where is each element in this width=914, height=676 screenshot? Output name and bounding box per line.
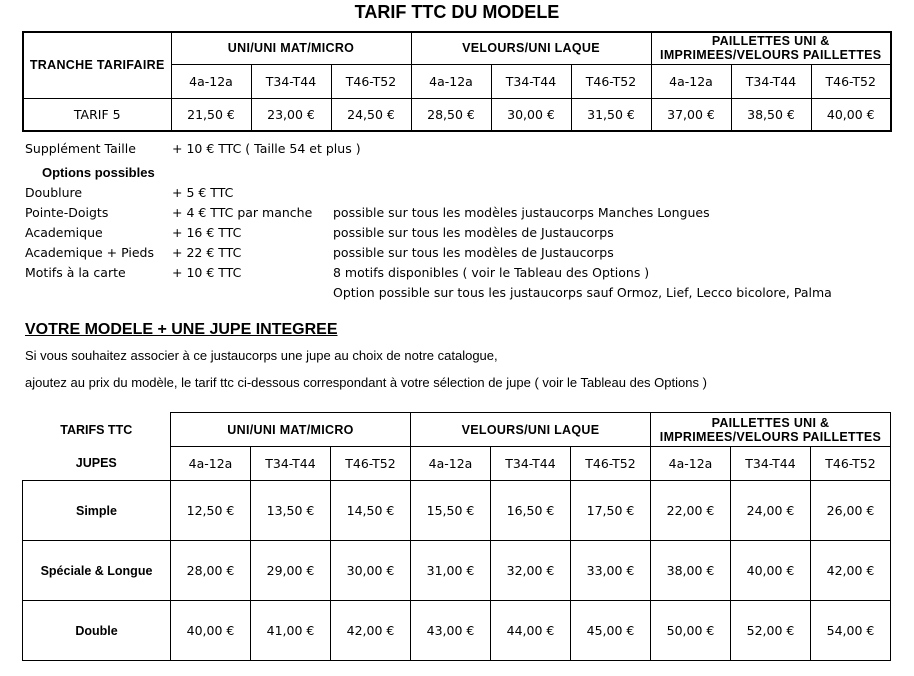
price-cell: 30,00 € — [331, 541, 411, 601]
jupes-header: JUPES — [75, 456, 117, 471]
price-cell: 31,50 € — [571, 98, 651, 131]
price-cell: 50,00 € — [651, 601, 731, 661]
tranche-tarifaire-header: TRANCHE TARIFAIRE — [23, 32, 171, 98]
option-label: Academique — [25, 225, 103, 240]
row-label: Simple — [23, 481, 171, 541]
price-cell: 37,00 € — [651, 98, 731, 131]
table-row — [23, 98, 891, 131]
price-cell: 38,00 € — [651, 541, 731, 601]
option-note: possible sur tous les modèles de Justaucorps — [333, 245, 614, 260]
supplement-value: + 10 € TTC ( Taille 54 et plus ) — [172, 141, 361, 156]
section-text: ajoutez au prix du modèle, le tarif ttc ci-dessous correspondant à votre sélection de jupe ( voir le Tableau des Options ) — [25, 375, 707, 390]
price-cell: 30,00 € — [491, 98, 571, 131]
price-cell: 17,50 € — [571, 481, 651, 541]
row-label: TARIF 5 — [23, 98, 171, 131]
price-cell: 28,00 € — [171, 541, 251, 601]
option-price: + 10 € TTC — [172, 265, 242, 280]
price-cell: 52,00 € — [731, 601, 811, 661]
price-cell: 14,50 € — [331, 481, 411, 541]
price-cell: 15,50 € — [411, 481, 491, 541]
table-row — [23, 541, 891, 601]
size-header: 4a-12a — [411, 447, 491, 481]
size-header: T46-T52 — [811, 447, 891, 481]
price-cell: 22,00 € — [651, 481, 731, 541]
size-header: 4a-12a — [171, 447, 251, 481]
option-note: 8 motifs disponibles ( voir le Tableau des Options ) — [333, 265, 650, 280]
price-cell: 42,00 € — [811, 541, 891, 601]
price-cell: 28,50 € — [411, 98, 491, 131]
option-extra-note: Option possible sur tous les justaucorps sauf Ormoz, Lief, Lecco bicolore, Palma — [333, 285, 832, 300]
price-cell: 42,00 € — [331, 601, 411, 661]
size-header: T34-T44 — [251, 447, 331, 481]
price-cell: 32,00 € — [491, 541, 571, 601]
option-label: Motifs à la carte — [25, 265, 126, 280]
size-header: 4a-12a — [651, 447, 731, 481]
option-label: Doublure — [25, 185, 83, 200]
size-header: T46-T52 — [811, 64, 891, 98]
group-header: PAILLETTES UNI & IMPRIMEES/VELOURS PAILLETTES — [651, 413, 891, 447]
table-row — [23, 481, 891, 541]
price-cell: 12,50 € — [171, 481, 251, 541]
price-cell: 21,50 € — [171, 98, 251, 131]
option-price: + 22 € TTC — [172, 245, 242, 260]
group-header: VELOURS/UNI LAQUE — [411, 413, 651, 447]
table-row — [23, 601, 891, 661]
price-cell: 31,00 € — [411, 541, 491, 601]
group-header: VELOURS/UNI LAQUE — [411, 32, 651, 64]
price-cell: 16,50 € — [491, 481, 571, 541]
price-cell: 13,50 € — [251, 481, 331, 541]
size-header: 4a-12a — [171, 64, 251, 98]
price-cell: 40,00 € — [731, 541, 811, 601]
size-header: T34-T44 — [251, 64, 331, 98]
option-note: possible sur tous les modèles de Justaucorps — [333, 225, 614, 240]
price-cell: 38,50 € — [731, 98, 811, 131]
group-header: UNI/UNI MAT/MICRO — [171, 32, 411, 64]
row-label: Double — [23, 601, 171, 661]
size-header: T34-T44 — [491, 64, 571, 98]
size-header: T46-T52 — [571, 447, 651, 481]
option-note: possible sur tous les modèles justaucorps Manches Longues — [333, 205, 710, 220]
option-price: + 5 € TTC — [172, 185, 234, 200]
group-header: PAILLETTES UNI & IMPRIMEES/VELOURS PAILLETTES — [651, 32, 891, 64]
options-title: Options possibles — [42, 165, 155, 180]
group-header: UNI/UNI MAT/MICRO — [171, 413, 411, 447]
price-cell: 24,50 € — [331, 98, 411, 131]
size-header: T46-T52 — [331, 447, 411, 481]
tarifs-ttc-header: TARIFS TTC — [60, 422, 133, 437]
option-price: + 16 € TTC — [172, 225, 242, 240]
size-header: T34-T44 — [491, 447, 571, 481]
price-cell: 44,00 € — [491, 601, 571, 661]
page-title: TARIF TTC DU MODELE — [354, 2, 560, 22]
model-price-table — [22, 31, 892, 132]
supplement-label: Supplément Taille — [25, 141, 136, 156]
section-text: Si vous souhaitez associer à ce justaucorps une jupe au choix de notre catalogue, — [25, 348, 498, 363]
price-cell: 33,00 € — [571, 541, 651, 601]
price-cell: 29,00 € — [251, 541, 331, 601]
size-header: T46-T52 — [571, 64, 651, 98]
price-cell: 41,00 € — [251, 601, 331, 661]
price-cell: 40,00 € — [171, 601, 251, 661]
option-price: + 4 € TTC par manche — [172, 205, 313, 220]
option-label: Academique + Pieds — [25, 245, 154, 260]
skirt-price-table — [22, 412, 891, 661]
size-header: T34-T44 — [731, 64, 811, 98]
price-cell: 23,00 € — [251, 98, 331, 131]
price-cell: 24,00 € — [731, 481, 811, 541]
price-cell: 45,00 € — [571, 601, 651, 661]
size-header: T46-T52 — [331, 64, 411, 98]
row-label: Spéciale & Longue — [23, 541, 171, 601]
size-header: T34-T44 — [731, 447, 811, 481]
size-header: 4a-12a — [411, 64, 491, 98]
option-label: Pointe-Doigts — [25, 205, 109, 220]
price-cell: 26,00 € — [811, 481, 891, 541]
price-cell: 40,00 € — [811, 98, 891, 131]
price-cell: 43,00 € — [411, 601, 491, 661]
section-title: VOTRE MODELE + UNE JUPE INTEGREE — [25, 321, 338, 338]
price-cell: 54,00 € — [811, 601, 891, 661]
size-header: 4a-12a — [651, 64, 731, 98]
